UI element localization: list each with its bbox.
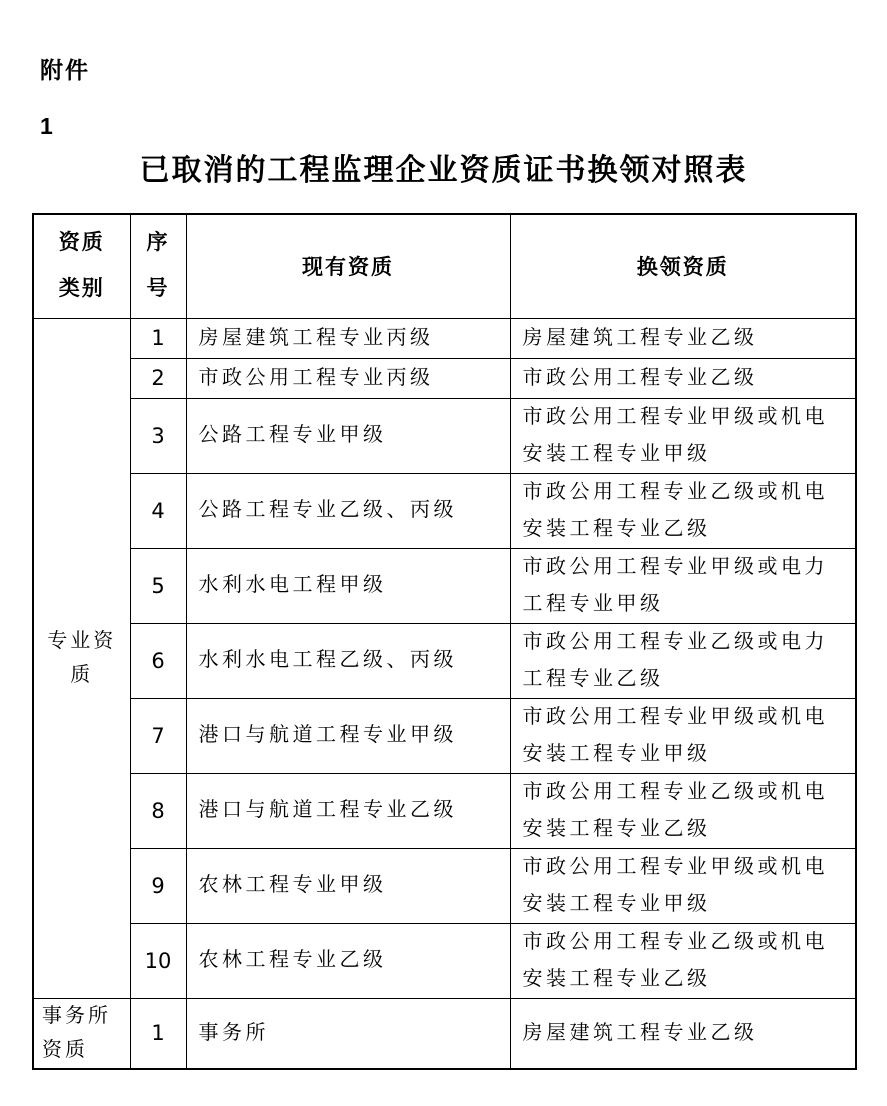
table-row bbox=[33, 358, 856, 398]
current-cell: 水利水电工程乙级、丙级 bbox=[186, 623, 510, 698]
current-cell: 港口与航道工程专业甲级 bbox=[186, 698, 510, 773]
replacement-cell: 房屋建筑工程专业乙级 bbox=[510, 318, 856, 358]
index-cell: 2 bbox=[130, 358, 186, 398]
index-cell: 3 bbox=[130, 398, 186, 473]
current-cell: 市政公用工程专业丙级 bbox=[186, 358, 510, 398]
replacement-cell: 市政公用工程专业甲级或机电安装工程专业甲级 bbox=[510, 698, 856, 773]
current-cell: 公路工程专业甲级 bbox=[186, 398, 510, 473]
table-row bbox=[33, 848, 856, 923]
table-row bbox=[33, 318, 856, 358]
header-category: 资质类别 bbox=[33, 214, 130, 318]
replacement-cell: 市政公用工程专业乙级 bbox=[510, 358, 856, 398]
index-cell: 9 bbox=[130, 848, 186, 923]
current-cell: 港口与航道工程专业乙级 bbox=[186, 773, 510, 848]
index-cell: 1 bbox=[130, 998, 186, 1069]
current-cell: 公路工程专业乙级、丙级 bbox=[186, 473, 510, 548]
header-replacement: 换领资质 bbox=[510, 214, 856, 318]
current-cell: 农林工程专业乙级 bbox=[186, 923, 510, 998]
index-cell: 4 bbox=[130, 473, 186, 548]
replacement-cell: 市政公用工程专业乙级或机电安装工程专业乙级 bbox=[510, 473, 856, 548]
replacement-cell: 市政公用工程专业甲级或机电安装工程专业甲级 bbox=[510, 848, 856, 923]
index-cell: 5 bbox=[130, 548, 186, 623]
table-row bbox=[33, 998, 856, 1069]
replacement-cell: 市政公用工程专业乙级或机电安装工程专业乙级 bbox=[510, 923, 856, 998]
table-row bbox=[33, 623, 856, 698]
table-row bbox=[33, 548, 856, 623]
category-cell: 事务所资质 bbox=[33, 998, 130, 1069]
page-title: 已取消的工程监理企业资质证书换领对照表 bbox=[139, 154, 748, 187]
index-cell: 1 bbox=[130, 318, 186, 358]
current-cell: 农林工程专业甲级 bbox=[186, 848, 510, 923]
current-cell: 房屋建筑工程专业丙级 bbox=[186, 318, 510, 358]
table-row bbox=[33, 398, 856, 473]
replacement-cell: 市政公用工程专业甲级或电力工程专业甲级 bbox=[510, 548, 856, 623]
header-current: 现有资质 bbox=[186, 214, 510, 318]
table-row bbox=[33, 773, 856, 848]
current-cell: 水利水电工程甲级 bbox=[186, 548, 510, 623]
index-cell: 8 bbox=[130, 773, 186, 848]
index-cell: 6 bbox=[130, 623, 186, 698]
index-cell: 7 bbox=[130, 698, 186, 773]
replacement-cell: 市政公用工程专业乙级或电力工程专业乙级 bbox=[510, 623, 856, 698]
table-row bbox=[33, 473, 856, 548]
table-row bbox=[33, 698, 856, 773]
replacement-cell: 市政公用工程专业乙级或机电安装工程专业乙级 bbox=[510, 773, 856, 848]
index-cell: 10 bbox=[130, 923, 186, 998]
current-cell: 事务所 bbox=[186, 998, 510, 1069]
category-cell: 专业资质 bbox=[33, 318, 130, 998]
replacement-cell: 市政公用工程专业甲级或机电安装工程专业甲级 bbox=[510, 398, 856, 473]
qualification-conversion-table bbox=[32, 213, 857, 1070]
table-header-row bbox=[33, 214, 856, 318]
header-index: 序号 bbox=[130, 214, 186, 318]
attachment-label bbox=[40, 42, 90, 154]
replacement-cell: 房屋建筑工程专业乙级 bbox=[510, 998, 856, 1069]
attachment-word: 附件 bbox=[40, 57, 90, 83]
attachment-number: 1 bbox=[40, 113, 55, 139]
table-row bbox=[33, 923, 856, 998]
